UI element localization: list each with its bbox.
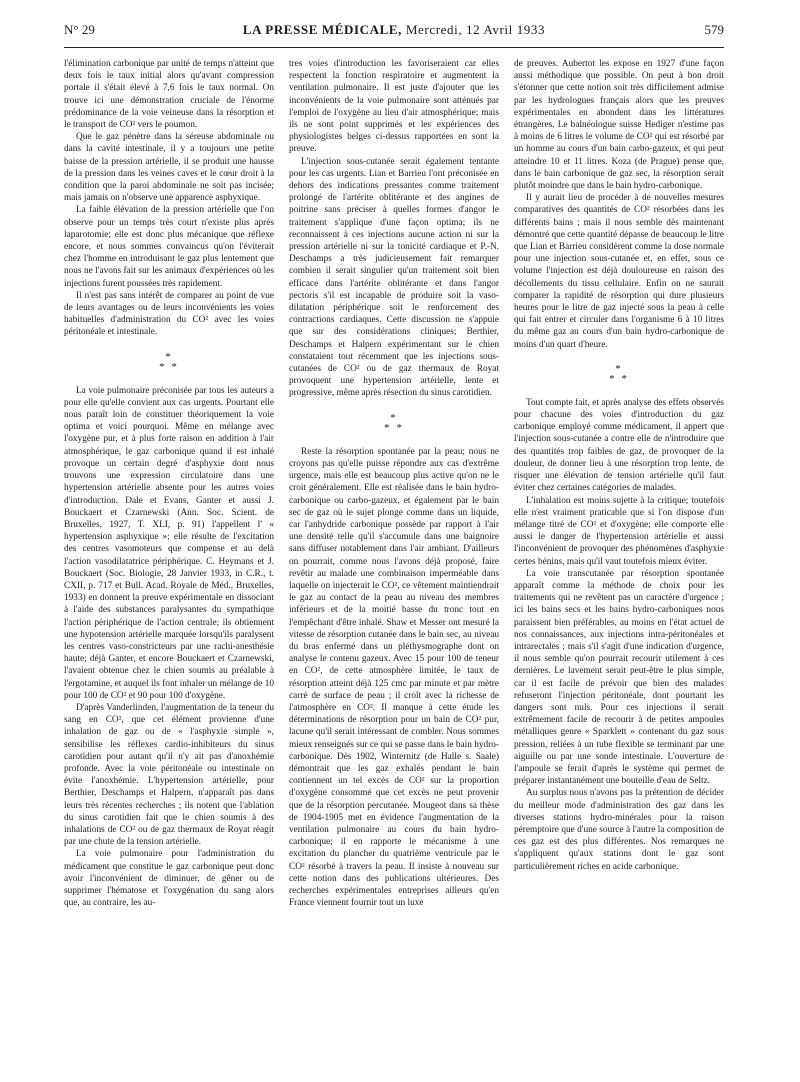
paragraph: Il n'est pas sans intérêt de comparer au point de vue de leurs avantages ou de leurs inconvénients les voies habituelles d'administration du CO² avec les voies péritonéale et intestinale. (64, 290, 274, 338)
paragraph: Reste la résorption spontanée par la peau; nous ne croyons pas qu'elle puisse répondre aux cas d'extrême urgence, mais elle est beaucoup plus active qu'on ne le croit généralement. Elle est réalisée dans le bain hydro-carbonique ou carbo-gazeux, et également par le bain sec de gaz où le sujet plonge comme dans un liquide, car l'anhydride carbonique possède par rapport à l'air une densité telle qu'il s'accumule dans une baignoire sans diffuser notablement dans l'air ambiant. D'ailleurs on pourrait, comme nous l'avons déjà proposé, faire revêtir au malade une combinaison imperméable dans laquelle on injecterait le CO², ce vêtement maintiendrait le gaz au contact de la peau au niveau des membres inférieurs et de la moitié basse du tronc tout en l'empêchant d'être inhalé. Shaw et Messer ont mesuré la vitesse de résorption cutanée dans le bain sec, au niveau du bras enfermé dans un pléthysmographe dont on analyse le contenu gazeux. Avec 15 pour 100 de teneur en CO², de cette atmosphère limitée, le taux de résorption atteint déjà 125 cmc par minute et par mètre carré de surface de peau ; il croît avec la richesse de l'atmosphère en CO². Il manque à cette étude les déterminations de résorption pour un bain de CO² pur, lacune qu'il serait intéressant de combler. Nous sommes mieux renseignés sur ce qui se passe dans le bain hydro-carbonique. Dès 1902, Winternitz (de Halle s. Saale) démontrait que les gaz exhalés pendant le bain contiennent un tel excès de CO² sur la proportion d'oxygène consommé que cet excès ne peut provenir que de la résorption percutanée. Mougeot dans sa thèse de 1904-1905 met en évidence l'augmentation de la ventilation pulmonaire au cours du bain hydro-carbonique; il en rapporte le mécanisme à une excitation du plancher du quatrième ventricule par le CO² résorbé à travers la peau. Il insiste à nouveau sur cette notion dans des publications ultérieures. Des recherches expérimentales entreprises ailleurs qu'en France viennent fournir tout un luxe (289, 446, 499, 909)
section-separator (289, 411, 499, 434)
journal-title (64, 22, 724, 38)
page-header (64, 22, 724, 48)
separator-star-top: * (165, 350, 173, 363)
paragraph: La faible élévation de la pression artérielle que l'on observe pour un temps très court n'existe plus après laparotomie; elle est donc plus mécanique que réflexe encore, et nous sommes convaincus qu'on l'éviterait chez l'homme en introduisant le gaz plus lentement que nous ne l'avons fait sur les animaux d'expériences où les injections furent poussées très rapidement. (64, 205, 274, 289)
header-rule (64, 47, 724, 48)
separator-star-bottom: * * (609, 372, 629, 385)
paragraph: de preuves. Aubertot les expose en 1927 d'une façon aussi méthodique que possible. On peut à bon droit s'étonner que cette notion soit très difficilement admise par les hydrologues français alors que les preuves expérimentales en abondent dans les littératures étrangères. Le balnéologue suisse Hediger n'estime pas à moins de 6 litres le volume de CO² qui est résorbé par un homme au cours d'un bain carbo-gazeux, et qui peut atteindre 10 et 11 litres. Koza (de Prague) pense que, dans le bain carbonique de gaz sec, la résorption serait plutôt moindre que dans le bain hydro-carbonique. (514, 59, 724, 192)
separator-star-bottom: * * (384, 421, 404, 434)
paragraph: Que le gaz pénètre dans la séreuse abdominale ou dans la cavité intestinale, il y a toujours une petite baisse de la pression artérielle, il se produit une hausse de la pression dans les veines caves et le cœur droit à la condition que la paroi abdominale ne soit pas incisée; mais jamais on n'observe une apparence asphyxique. (64, 132, 274, 204)
paragraph: La voie pulmonaire pour l'administration du médicament que constitue le gaz carbonique peut donc avoir l'inconvénient de diminuer, de gêner ou de supprimer l'hématose et l'oxygénation du sang alors que, au contraire, les au- (64, 849, 274, 909)
paragraph: La voie transcutanée par résorption spontanée apparaît comme la méthode de choix pour les traitements qui ne revêtent pas un caractère d'urgence ; ici les bains secs et les bains hydro-carboniques nous paraissent bien préférables, au moins en l'état actuel de nos connaissances, aux injections intra-péritonéales et intrarectales ; mais s'il s'agit d'une indication d'urgence, il nous semble qu'on pourrait recourir utilement à ces dernières. Le lavement serait peut-être le plus simple, car il est facile de prévoir que bien des malades refuseront l'injection péritonéale, dont pourtant les dangers sont nuls. Pour ces injections il serait extrêmement facile de recourir à de petites ampoules métalliques genre « Sparklett » contenant du gaz sous pression, reliées à un tube flexible se terminant par une aiguille ou par une sonde intestinale. L'ouverture de l'ampoule se ferait d'après le système qui permet de préparer instantanément une bouteille d'eau de Seltz. (514, 568, 724, 787)
paragraph: La voie pulmonaire préconisée par tous les auteurs a pour elle qu'elle convient aux cas urgents. Pourtant elle nous paraît loin de constituer théoriquement la voie optima et voici pourquoi. Même en mélange avec l'oxygène pur, et à plus forte raison en addition à l'air atmosphérique, le gaz carbonique quand il est inhalé provoque un certain degré d'asphyxie dont nous trouvons une expression circulatoire dans une hypertension artérielle absente pour les autres voies d'introduction. Dale et Evans, Ganter et aussi J. Bouckaert et Czarnewski (Ann. Soc. Scient. de Bruxelles, 1927, T. XLI, p. 91) l'appellent l' « hypertension asphyxique »; elle résulte de l'excitation des centres vasomoteurs que compense et au delà l'action vasodilatatrice périphérique. C. Heymans et J. Bouckaert (Soc. Biologie, 28 Janvier 1933, in C.R., t. CXII, p. 717 et Bull. Acad. Royale de Méd., Bruxelles, 1933) en donnent la preuve expérimentale en dissociant à l'aide des substances paralysantes du sympathique l'action périphérique de l'action centrale; ils obtiennent une hypotension artérielle marquée lorsqu'ils paralysent les centres vaso-constricteurs par une rachi-anesthésie haute; déjà Ganter, et encore Bouckaert et Czarnewski, l'avaient obtenue chez le chien soumis au préalable à l'ergotamine, et auquel ils font inhaler un mélange de 10 pour 100 de CO² et 90 pour 100 d'oxygène. (64, 385, 274, 701)
paragraph: Au surplus nous n'avons pas la prétention de décider du meilleur mode d'administration des gaz dans les diverses stations hydro-minérales pour la raison péremptoire que d'une source à l'autre la composition de ces gaz est des plus différentes. Nos remarques ne s'appliquent qu'aux stations dont le gaz sont particulièrement riches en acide carbonique. (514, 788, 724, 872)
paragraph: Il y aurait lieu de procéder à de nouvelles mesures comparatives des quantités de CO² résorbées dans les différents bains ; mais il nous semble dès maintenant démontré que cette quantité dépasse de beaucoup le litre que Lian et Barrieu considèrent comme la dose normale pour une injection sous-cutanée et, en effet, sous ce volume l'injection est déjà douloureuse en raison des décollements du tissu cellulaire. Enfin on ne saurait comparer la rapidité de résorption qui dure plusieurs heures pour le litre de gaz injecté sous la peau à celle qui fait entrer et circuler dans l'organisme 6 à 10 litres du même gaz au cours d'un bain hydro-carbonique de moins d'un quart d'heure. (514, 193, 724, 350)
paragraph: Tout compte fait, et après analyse des effets observés pour chacune des voies d'introduction du gaz carbonique employé comme médicament, il appert que l'injection sous-cutanée a contre elle de n'introduire que des quantités trop faibles de gaz, de provoquer de la douleur, de donner lieu à une résorption trop lente, de risquer une élévation de tension artérielle qu'il faut éviter chez certaines catégories de malades. (514, 397, 724, 494)
issue-number: N° 29 (64, 22, 95, 37)
separator-star-top: * (390, 411, 398, 424)
issue-date: Mercredi, 12 Avril 1933 (405, 22, 546, 37)
paragraph: L'injection sous-cutanée serait également tentante pour les cas urgents. Lian et Barrieu l'ont préconisée en dehors des indications pressantes comme traitement prolongé de l'artérite oblitérante et des angines de poitrine sans préciser à quelles formes d'angor le traitement s'applique d'une façon optima; ils ne reconnaissent à ces injections aucune action ni sur la pression artérielle ni sur la tonicité cardiaque et P.-N. Deschamps a très judicieusement fait remarquer combien il serait singulier qu'un traitement soit bien efficace dans l'artérite oblitérante et dans l'angor pectoris s'il est incapable de produire soit la vaso-dilatation périphérique soit le renforcement des contractions cardiaques. Cette discussion ne s'appuie que sur des considérations cliniques; Berthier, Deschamps et Halpern expérimentant sur le chien constataient tout récemment que les injections sous-cutanées de CO² ou de gaz thermaux de Royat provoquent une hypertension artérielle, lente et progressive, même après résection du sinus carotidien. (289, 156, 499, 399)
paragraph: L'inhalation est moins sujette à la critique; toutefois elle n'est vraiment praticable que si l'on dispose d'un mélange titré de CO² et d'oxygène; elle comporte elle aussi le danger de l'hypertension artérielle et aussi l'inconvénient de provoquer des phénomènes d'asphyxie certes bénins, mais qu'il vaut toutefois mieux éviter. (514, 495, 724, 567)
column-1 (64, 58, 274, 1063)
separator-star-top: * (615, 362, 623, 375)
column-3 (514, 58, 724, 1063)
page-number: 579 (704, 22, 724, 37)
paragraph: D'après Vanderlinden, l'augmentation de la teneur du sang en CO², que cet élément provienne d'une inhalation de gaz ou de « l'asphyxie simple », sensibilise les réflexes cardio-inhibiteurs du sinus carotidien pour autant qu'il n'y ait pas d'anoxhémie profonde. Avec la voie péritonéale ou intestinale on évite l'anoxhémie. L'hypertension artérielle, pour Berthier, Deschamps et Halpern, n'apparaît pas dans leurs très récentes recherches ; ils notent que l'ablation du sinus carotidien fait que le chien soumis à des inhalations de CO² ou de gaz thermaux de Royat réagit par une chute de la tension artérielle. (64, 702, 274, 848)
journal-name: LA PRESSE MÉDICALE, (242, 22, 403, 37)
paragraph: tres voies d'introduction les favoriseraient car elles respectent la fonction respiratoire et augmentent la ventilation pulmonaire. Il est juste d'ajouter que les inconvénients de la voie pulmonaire sont atténués par l'emploi de l'oxygène au lieu d'air atmosphérique; mais ils ne sont point supprimés et les expériences des physiologistes belges ci-dessus rapportées en sont la preuve. (289, 59, 499, 155)
section-separator (514, 362, 724, 385)
separator-star-bottom: * * (159, 360, 179, 373)
section-separator (64, 350, 274, 373)
column-2 (289, 58, 499, 1063)
paragraph: l'élimination carbonique par unité de temps n'atteint que deux fois le taux initial alors qu'avant compression portale il s'était élevé à 7,6 fois le taux normal. On trouve ici une démonstration cruciale de l'énorme prédominance de la voie veineuse dans la résorption et le transport de CO² vers le poumon. (64, 59, 274, 131)
